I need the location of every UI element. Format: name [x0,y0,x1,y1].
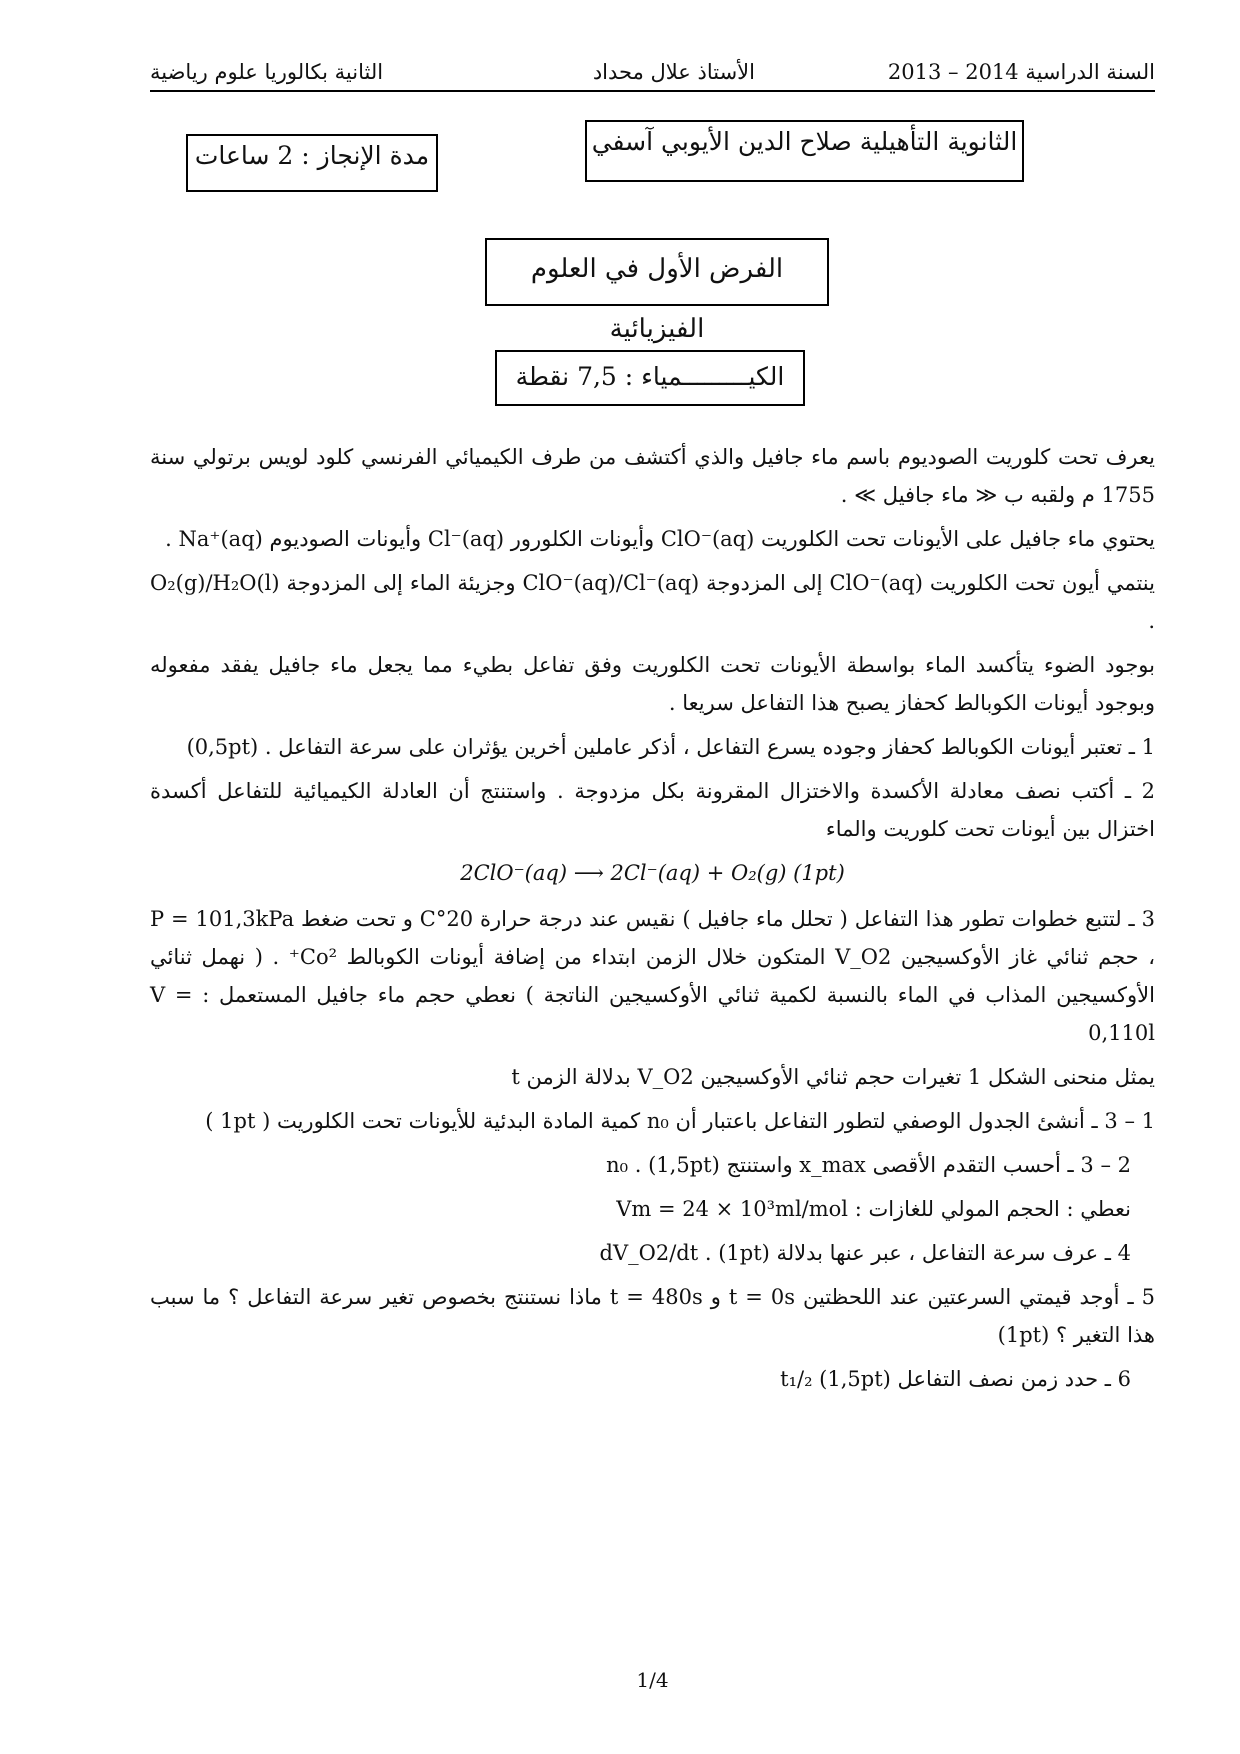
duration-box: مدة الإنجاز : 2 ساعات [186,134,438,192]
school-year: السنة الدراسية 2014 – 2013 [887,60,1155,84]
chemistry-section-box: الكيـــــــــمياء : 7,5 نقطة [495,350,805,406]
molar-volume-given: نعطي : الحجم المولي للغازات : Vm = 24 × 10³ml/mol [616,1197,1131,1221]
question-4: 4 ـ عرف سرعة التفاعل ، عبر عنها بدلالة dV_O2/dt . (1pt) [599,1241,1131,1265]
teacher-name: الأستاذ علال محداد [592,60,755,84]
question-3: 3 ـ لتتبع خطوات تطور هذا التفاعل ( تحلل ماء جافيل ) نقيس عند درجة حرارة 20°C و تحت ضغط P = 101,3kPa ، حجم ثنائي غاز الأوكسيجين V_O2 المتكون خلال الزمن ابتداء من إضافة أيونات الكوبالط Co²⁺ . ( نهمل ثنائي الأوكسيجين المذاب في الماء بالنسبة لكمية ثنائي الأوكسيجين الناتجة ) نعطي حجم ماء جافيل المستعمل : V = 0,110l [150,907,1155,1045]
page-number: 1/4 [636,1668,669,1692]
question-3-2: 2 – 3 ـ أحسب التقدم الأقصى x_max واستنتج n₀ . (1,5pt) [606,1153,1131,1177]
question-2: 2 ـ أكتب نصف معادلة الأكسدة والاختزال المقرونة بكل مزدوجة . واستنتج أن العادلة الكيميائية للتفاعل أكسدة اختزال بين أيونات تحت كلوريت والماء [150,779,1155,841]
paragraph-intro: يعرف تحت كلوريت الصوديوم باسم ماء جافيل والذي أكتشف من طرف الكيميائي الفرنسي كلود لويس برتولي سنة 1755 م ولقبه ب ≪ ماء جافيل ≫ . [150,445,1155,507]
figure-description: يمثل منحنى الشكل 1 تغيرات حجم ثنائي الأوكسيجين V_O2 بدلالة الزمن t [511,1065,1155,1089]
paragraph-couples: ينتمي أيون تحت الكلوريت ClO⁻(aq) إلى المزدوجة ClO⁻(aq)/Cl⁻(aq) وجزيئة الماء إلى المزدوجة O₂(g)/H₂O(l) . [150,571,1155,633]
page-header [150,58,1155,92]
class-level: الثانية بكالوريا علوم رياضية [150,60,384,84]
question-1: 1 ـ تعتبر أيونات الكوبالط كحفاز وجوده يسرع التفاعل ، أذكر عاملين أخرين يؤثران على سرعة التفاعل . (0,5pt) [186,735,1155,759]
question-3-1: 1 – 3 ـ أنشئ الجدول الوصفي لتطور التفاعل باعتبار أن n₀ كمية المادة البدئية للأيونات تحت الكلوريت ( 1pt ) [205,1109,1155,1133]
paragraph-ions: يحتوي ماء جافيل على الأيونات تحت الكلوريت ClO⁻(aq) وأيونات الكلورور Cl⁻(aq) وأيونات الصوديوم Na⁺(aq) . [165,527,1155,551]
exam-page [150,0,1155,1754]
reaction-equation: 2ClO⁻(aq) ⟶ 2Cl⁻(aq) + O₂(g) (1pt) [460,861,845,885]
paragraph-light: بوجود الضوء يتأكسد الماء بواسطة الأيونات تحت الكلوريت وفق تفاعل بطيء مما يجعل ماء جافيل يفقد مفعوله وبوجود أيونات الكوبالط كحفاز يصبح هذا التفاعل سريعا . [150,653,1155,715]
question-6: 6 ـ حدد زمن نصف التفاعل t₁/₂ (1,5pt) [780,1367,1131,1391]
exam-title-box: الفرض الأول في العلوم الفيزيائية [485,238,829,306]
school-name-box: الثانوية التأهيلية صلاح الدين الأيوبي آسفي [585,120,1024,182]
question-5: 5 ـ أوجد قيمتي السرعتين عند اللحظتين t = 0s و t = 480s ماذا نستنتج بخصوص تغير سرعة التفاعل ؟ ما سبب هذا التغير ؟ (1pt) [150,1285,1155,1347]
exam-content [150,438,1155,1404]
